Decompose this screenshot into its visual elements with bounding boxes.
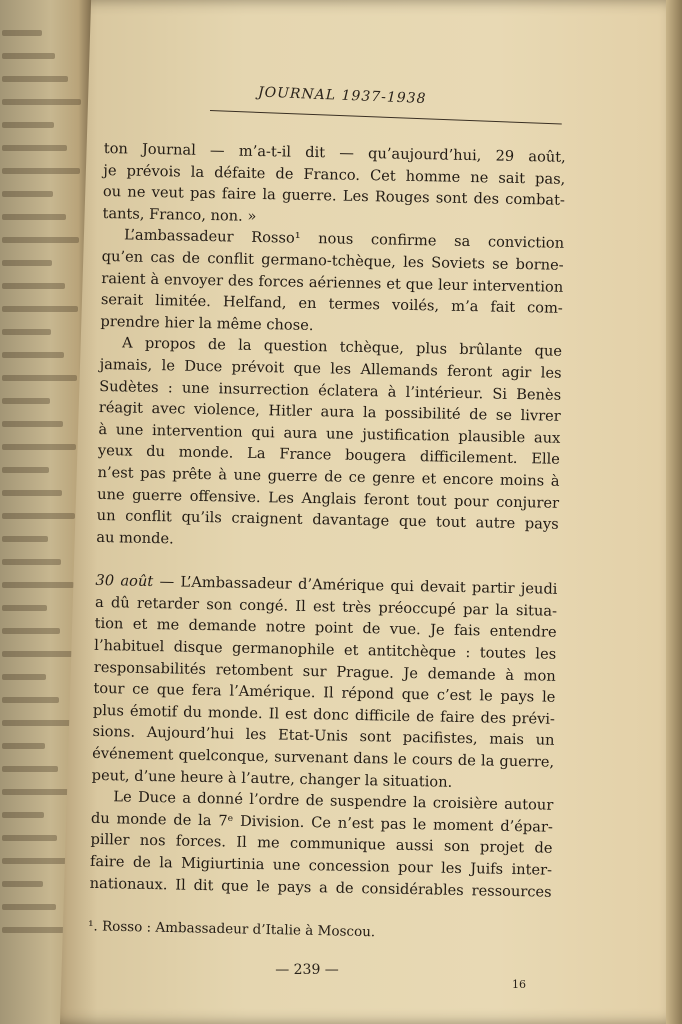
facing-page-text-ghost (2, 720, 72, 726)
facing-page-text-ghost (2, 651, 73, 657)
journal-body (89, 138, 565, 903)
facing-page-text-ghost (2, 513, 75, 519)
text-line: piller nos forces. Il me communique aussi son projet de (90, 831, 553, 858)
text-line: sions. Aujourd’hui les Etat-Unis sont pacifistes, mais un (92, 723, 555, 750)
facing-page-text-ghost (2, 858, 70, 864)
facing-page-text-ghost (2, 444, 76, 450)
text-line: Sudètes : une insurrection éclatera à l’intérieur. Si Benès (99, 377, 562, 404)
facing-page-text-ghost (2, 99, 81, 105)
text-line: qu’en cas de conflit germano-tchèque, les Soviets se borne- (101, 247, 564, 274)
text-line: L’ambassadeur Rosso¹ nous confirme sa conviction (123, 226, 565, 253)
facing-page-text-ghost (2, 605, 47, 611)
text-line: un conflit qu’ils craignent davantage que tout autre pays (96, 507, 559, 533)
text-line: événement quelconque, survenant dans le cours de la guerre, (92, 744, 555, 771)
facing-page-text-ghost (2, 53, 55, 59)
text-line: à une intervention qui aura une justification plausible aux (98, 420, 561, 447)
text-line: réagit avec violence, Hitler aura la possibilité de se livrer (98, 399, 561, 425)
text-line: serait limitée. Helfand, en termes voilés, m’a fait com- (100, 291, 563, 317)
facing-page-text-ghost (2, 628, 60, 634)
signature-mark: 16 (512, 978, 526, 991)
facing-page-text-ghost (2, 237, 79, 243)
text-line: ou ne veut pas faire la guerre. Les Rouges sont des combat- (102, 183, 566, 210)
facing-page-text-ghost (2, 352, 64, 358)
facing-page-text-ghost (2, 329, 51, 335)
text-line: jamais, le Duce prévoit que les Allemands feront agir les (99, 355, 562, 382)
facing-page-text-ghost (2, 536, 48, 542)
facing-page-text-ghost (2, 743, 45, 749)
page-number: — 239 — (275, 962, 339, 978)
facing-page-text-ghost (2, 260, 52, 266)
facing-page-text-ghost (2, 421, 63, 427)
text-line: Le Duce a donné l’ordre de suspendre la croisière autour (113, 788, 554, 814)
entry-date: 30 août (95, 572, 154, 591)
facing-page-text-ghost (2, 674, 46, 680)
text-line: A propos de la question tchèque, plus brûlante que (121, 334, 563, 361)
facing-page-text-ghost (2, 122, 54, 128)
text-line: faire de la Migiurtinia une concession pour les Juifs inter- (89, 852, 553, 879)
text-line: tion et me demande notre point de vue. Je fais entendre (94, 615, 557, 642)
facing-page-text-ghost (2, 467, 49, 473)
text-line: l’habituel disque germanophile et antitchèque : toutes les (94, 636, 557, 663)
facing-page-text-ghost (2, 30, 42, 36)
text-line: plus émotif du monde. Il est donc difficile de faire des prévi- (92, 701, 556, 728)
text-line: au monde. (96, 528, 174, 548)
facing-page-text-ghost (2, 168, 80, 174)
facing-page-text-ghost (2, 398, 50, 404)
text-line: tants, Franco, non. » (102, 204, 257, 225)
text-line: je prévois la défaite de Franco. Cet homme ne sait pas, (103, 161, 566, 188)
facing-page-text-ghost (2, 375, 77, 381)
facing-page-text-ghost (2, 881, 43, 887)
facing-page-text-ghost (2, 214, 66, 220)
page-edge-shadow (666, 0, 682, 1024)
text-line: nationaux. Il dit que le pays a de considérables ressources (89, 874, 552, 901)
text-line: yeux du monde. La France bougera difficilement. Elle (97, 442, 561, 469)
text-line: responsabilités retombent sur Prague. Je demande à mon (93, 658, 556, 685)
facing-page-text-ghost (2, 582, 74, 588)
facing-page-text-ghost (2, 789, 71, 795)
entry-text: — L’Ambassadeur d’Amérique qui devait partir jeudi (153, 573, 558, 599)
facing-page-text-ghost (2, 835, 57, 841)
facing-page-text-ghost (2, 191, 53, 197)
facing-page-text-ghost (2, 559, 61, 565)
text-line: a dû retarder son congé. Il est très préoccupé par la situa- (94, 593, 558, 620)
text-line: tour ce que fera l’Amérique. Il répond que c’est le pays le (93, 680, 556, 707)
text-line: du monde de la 7ᵉ Division. Ce n’est pas le moment d’épar- (90, 809, 554, 836)
facing-page-text-ghost (2, 145, 67, 151)
text-line: prendre hier la même chose. (100, 312, 314, 334)
facing-page-text-ghost (2, 927, 69, 933)
facing-page-text-ghost (2, 766, 58, 772)
footnote: ¹. Rosso : Ambassadeur d’Italie à Moscou. (87, 918, 376, 941)
facing-page-text-ghost (2, 812, 44, 818)
running-head: JOURNAL 1937-1938 (257, 84, 427, 108)
text-line: raient à envoyer des forces aériennes et que leur intervention (101, 269, 564, 296)
facing-page-text-ghost (2, 76, 68, 82)
text-line: une guerre offensive. Les Anglais feront tout pour conjurer (97, 485, 560, 512)
text-line: peut, d’une heure à l’autre, changer la situation. (91, 766, 453, 791)
facing-page-text-ghost (2, 697, 59, 703)
facing-page-text-ghost (2, 283, 65, 289)
text-line: n’est pas prête à une guerre de ce genre et encore moins à (97, 463, 560, 490)
facing-page-text-ghost (2, 490, 62, 496)
text-line: ton Journal — m’a-t-il dit — qu’aujourd’hui, 29 août, (103, 139, 566, 166)
facing-page-text-ghost (2, 904, 56, 910)
facing-page-text-ghost (2, 306, 78, 312)
